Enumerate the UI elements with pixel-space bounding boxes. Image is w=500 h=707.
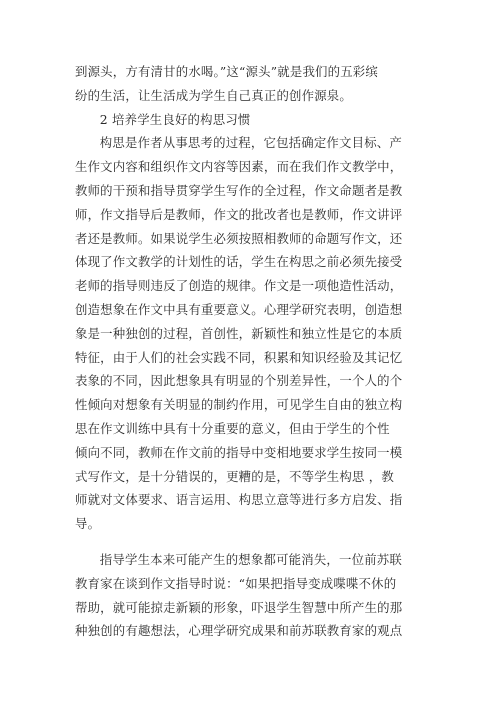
document-page [75, 60, 435, 643]
text-line: 创造想象在作文中具有重要意义。心理学研究表明，创造想 [75, 301, 403, 317]
text-line: 式写作文，是十分错误的，更糟的是，不等学生构思 ，教 [75, 468, 394, 484]
paragraph-gap [75, 536, 435, 548]
text-line: 思在作文训练中具有十分重要的意义，但由于学生的个性 [75, 420, 390, 436]
text-line: 者还是教师。如果说学生必须按照相教师的命题写作文，还 [75, 230, 403, 246]
text-line: 纷的生活，让生活成为学生自己真正的创作源泉。 [75, 87, 352, 103]
text-line: 教师的干预和指导贯穿学生写作的全过程，作文命题者是教 [75, 182, 403, 198]
text-line: 体现了作文教学的计划性的话，学生在构思之前必须先接受 [75, 254, 403, 270]
body-paragraph-2 [75, 548, 435, 643]
text-line: 性倾向对想象有关明显的制约作用，可见学生自由的独立构 [75, 397, 403, 413]
body-paragraph-1 [75, 131, 435, 536]
continuation-paragraph [75, 60, 435, 108]
text-line: 老师的指导则违反了创造的规律。作文是一项他造性活动， [75, 278, 403, 294]
text-line: 生作文内容和组织作文内容等因素，而在我们作文教学中， [75, 159, 403, 175]
text-line: 特征，由于人们的社会实践不同，积累和知识经验及其记忆 [75, 349, 403, 365]
text-line: 象是一种独创的过程，首创性，新颖性和独立性是它的本质 [75, 325, 403, 341]
text-line: 种独创的有趣想法，心理学研究成果和前苏联教育家的观点 [75, 623, 403, 639]
text-line: 到源头，方有清甘的水喝。”这“源头”就是我们的五彩缤 [75, 64, 378, 79]
text-line: 构思是作者从事思考的过程，它包括确定作文目标、产 [99, 135, 402, 151]
text-line: 师就对文体要求、语言运用、构思立意等进行多方启发、指 [75, 492, 403, 508]
text-line: 导。 [75, 516, 101, 532]
text-line: 师，作文指导后是教师，作文的批改者也是教师，作文讲评 [75, 206, 403, 222]
text-line: 表象的不同，因此想象具有明显的个别差异性，一个人的个 [75, 373, 403, 389]
section-heading: 2 培养学生良好的构思习惯 [99, 111, 251, 127]
text-line: 倾向不同，教师在作文前的指导中变相地要求学生按同一模 [75, 444, 403, 460]
text-line: 帮助，就可能掠走新颖的形象，吓退学生智慧中所产生的那 [75, 599, 403, 615]
text-line: 指导学生本来可能产生的想象都可能消失，一位前苏联 [99, 551, 402, 567]
text-line: 教育家在谈到作文指导时说：“如果把指导变成喋喋不休的 [75, 575, 397, 591]
